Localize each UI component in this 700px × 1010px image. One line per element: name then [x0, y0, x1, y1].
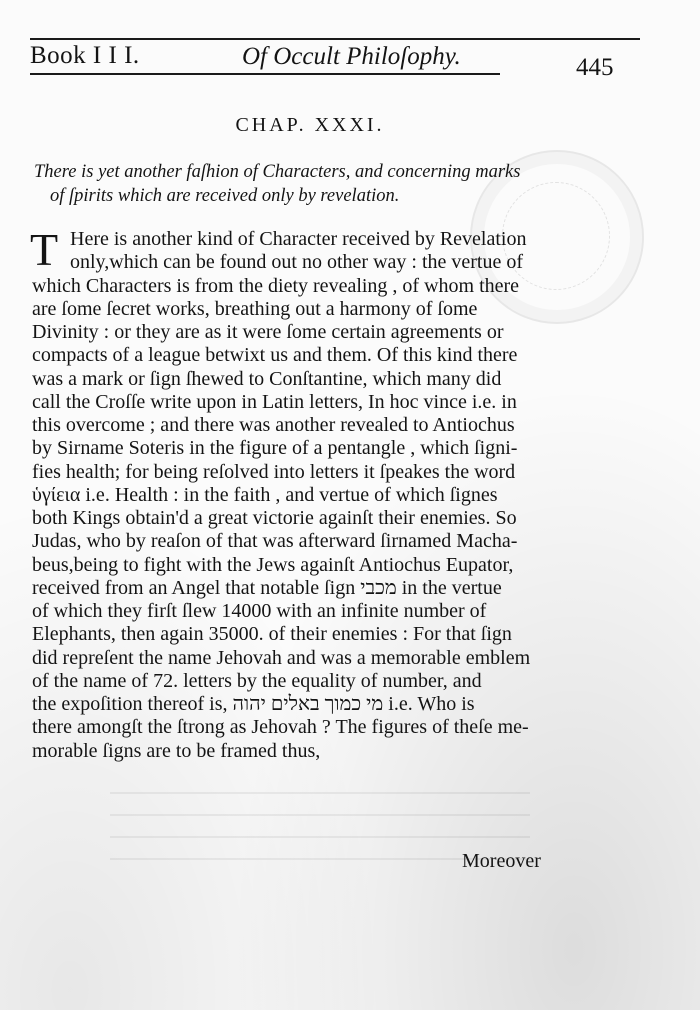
- body-line: fies health; for being reſolved into letters it ſpeakes the word: [32, 460, 516, 483]
- body-line: Judas, who by reaſon of that was afterward ſirnamed Macha-: [32, 530, 518, 553]
- body-line: by Sirname Soteris in the figure of a pentangle , which ſigni-: [32, 437, 518, 460]
- book-label: Book I I I.: [30, 42, 140, 69]
- body-line: are ſome ſecret works, breathing out a harmony of ſome: [32, 297, 478, 320]
- body-line: of which they firſt ſlew 14000 with an infinite number of: [32, 600, 487, 622]
- body-line: was a mark or ſign ſhewed to Conſtantine, which many did: [32, 367, 502, 390]
- running-title: Of Occult Philoſophy.: [242, 43, 461, 70]
- summary-line: of ſpirits which are received only by revelation.: [50, 186, 400, 206]
- body-line: Divinity : or they are as it were ſome certain agreements or: [32, 321, 504, 343]
- body-line: ὑγίεια i.e. Health : in the faith , and vertue of which ſignes: [32, 483, 498, 506]
- top-rule: [30, 38, 640, 40]
- body-line: Here is another kind of Character received by Revelation: [70, 228, 527, 250]
- chapter-heading: CHAP. XXXI.: [235, 114, 385, 136]
- page-number: 445: [576, 54, 614, 81]
- summary-line: There is yet another faſhion of Characters, and concerning marks: [34, 162, 521, 182]
- body-line: received from an Angel that notable ſign מכבי in the vertue: [32, 576, 502, 599]
- catchword: Moreover: [462, 850, 541, 872]
- body-line: morable ſigns are to be framed thus,: [32, 739, 321, 762]
- body-line: only,which can be found out no other way : the vertue of: [70, 251, 524, 274]
- body-line: call the Croſſe write upon in Latin letters, In hoc vince i.e. in: [32, 390, 517, 413]
- body-line: of the name of 72. letters by the equality of number, and: [32, 669, 482, 692]
- body-line: compacts of a league betwixt us and them. Of this kind there: [32, 344, 518, 367]
- body-line: beus,being to fight with the Jews againſt Antiochus Eupator,: [32, 553, 514, 576]
- body-line: both Kings obtain'd a great victorie againſt their enemies. So: [32, 507, 517, 529]
- body-line: this overcome ; and there was another revealed to Antiochus: [32, 414, 515, 436]
- body-line: did repreſent the name Jehovah and was a memorable emblem: [32, 646, 531, 669]
- drop-cap: T: [30, 224, 59, 275]
- body-line: the expoſition thereof is, מי כמוך באלים יהוה i.e. Who is: [32, 693, 475, 715]
- body-line: Elephants, then again 35000. of their enemies : For that ſign: [32, 623, 512, 646]
- head-underline: [30, 73, 500, 75]
- body-line: there amongſt the ſtrong as Jehovah ? The figures of theſe me-: [32, 716, 529, 739]
- body-line: which Characters is from the diety revealing , of whom there: [32, 274, 520, 297]
- running-head: [30, 38, 640, 81]
- chapter-summary: [34, 160, 634, 208]
- body-text: [30, 224, 662, 763]
